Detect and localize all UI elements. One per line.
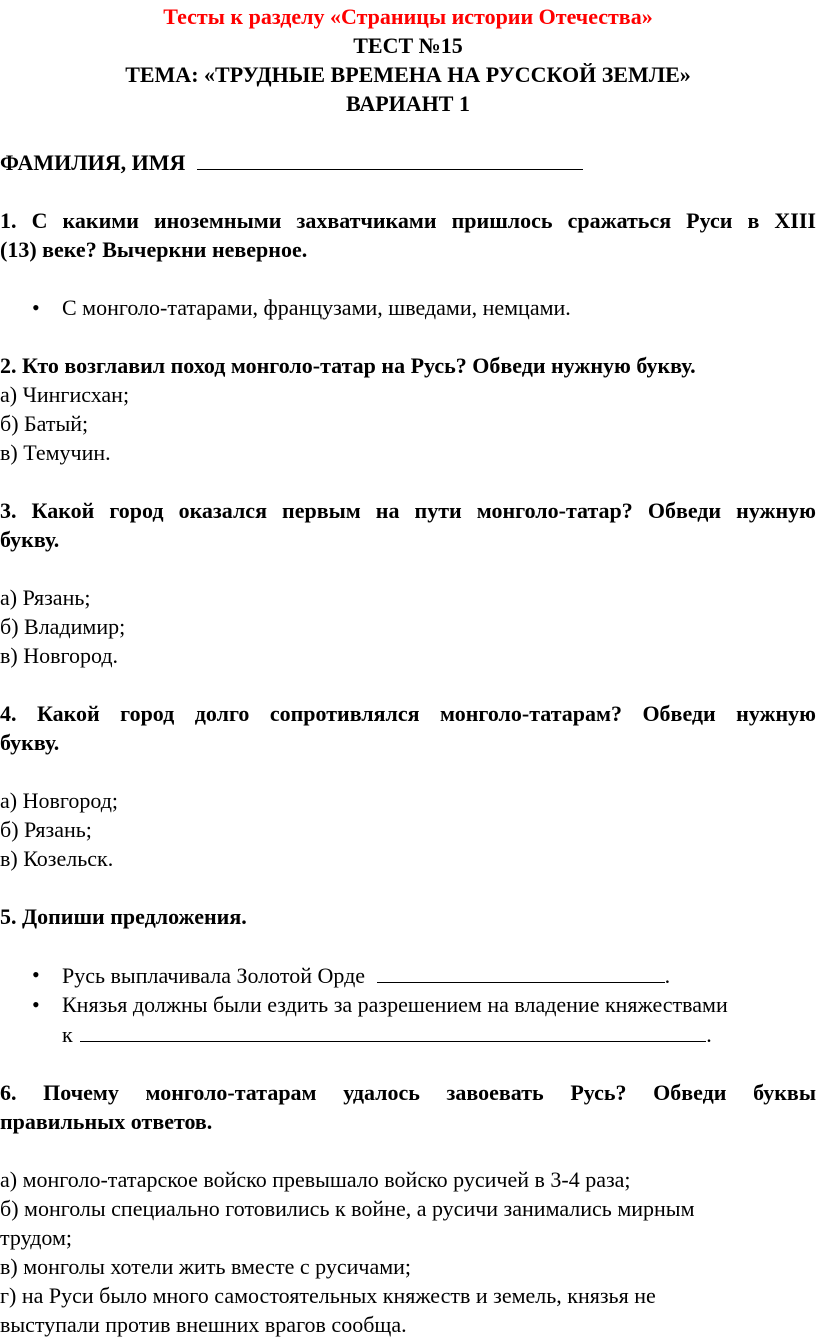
question-1-bullet[interactable] — [0, 293, 816, 322]
question-5-bullet-2-cont — [0, 1019, 816, 1049]
subject-title: Тесты к разделу «Страницы истории Отечества» — [163, 4, 653, 29]
question-2-option-c[interactable]: в) Темучин. — [0, 440, 111, 465]
question-5-bullet-2-text: Князья должны были ездить за разрешением на владение княжествами — [62, 992, 728, 1017]
question-2-option-b[interactable]: б) Батый; — [0, 411, 89, 436]
bullet-icon: • — [32, 992, 40, 1017]
bullet-icon: • — [32, 295, 40, 320]
question-5-blank-1[interactable] — [377, 960, 665, 983]
question-1-bullet-text: С монголо-татарами, французами, шведами, немцами. — [62, 295, 571, 320]
question-3-option-c[interactable]: в) Новгород. — [0, 643, 119, 668]
question-1 — [0, 206, 816, 322]
question-6-option-d-cont[interactable]: выступали против внешних врагов сообща. — [0, 1312, 407, 1337]
question-5-text: 5. Допиши предложения. — [0, 904, 247, 929]
name-field-label: ФАМИЛИЯ, ИМЯ — [0, 150, 186, 175]
question-2 — [0, 351, 816, 467]
test-variant: ВАРИАНТ 1 — [346, 91, 470, 116]
bullet-icon: • — [32, 962, 40, 987]
question-6-text: 6. Почему монголо-татарам удалось завоевать Русь? Обведи буквы — [0, 1080, 816, 1105]
question-6-option-b[interactable]: б) монголы специально готовились к войне, а русичи занимались мирным — [0, 1196, 695, 1221]
question-4-text: 4. Какой город долго сопротивлялся монголо-татарам? Обведи нужную — [0, 701, 816, 726]
question-5-bullet-2 — [0, 990, 816, 1019]
period: . — [706, 1022, 712, 1047]
question-4-text-cont: букву. — [0, 730, 60, 755]
test-theme: ТЕМА: «ТРУДНЫЕ ВРЕМЕНА НА РУССКОЙ ЗЕМЛЕ» — [125, 62, 691, 87]
question-2-option-a[interactable]: а) Чингисхан; — [0, 382, 130, 407]
question-3-text-cont: букву. — [0, 527, 60, 552]
question-5-bullet-1-text: Русь выплачивала Золотой Орде — [62, 963, 366, 988]
question-4-option-b[interactable]: б) Рязань; — [0, 817, 92, 842]
question-5 — [0, 902, 816, 1049]
question-4-option-c[interactable]: в) Козельск. — [0, 846, 114, 871]
period: . — [664, 963, 671, 988]
question-3 — [0, 496, 816, 670]
question-5-blank-2[interactable] — [80, 1019, 706, 1042]
name-field — [0, 147, 816, 177]
question-2-text: 2. Кто возглавил поход монголо-татар на Русь? Обведи нужную букву. — [0, 353, 696, 378]
question-5-bullet-1 — [0, 960, 816, 990]
question-6-option-b-cont[interactable]: трудом; — [0, 1225, 73, 1250]
question-4 — [0, 699, 816, 873]
question-3-option-b[interactable]: б) Владимир; — [0, 614, 126, 639]
question-6-text-cont: правильных ответов. — [0, 1109, 213, 1134]
name-input-line[interactable] — [197, 147, 583, 170]
question-3-option-a[interactable]: а) Рязань; — [0, 585, 91, 610]
question-4-option-a[interactable]: а) Новгород; — [0, 788, 119, 813]
question-6-option-a[interactable]: а) монголо-татарское войско превышало войско русичей в 3-4 раза; — [0, 1167, 631, 1192]
question-1-text-cont: (13) веке? Вычеркни неверное. — [0, 237, 308, 262]
question-1-text: 1. С какими иноземными захватчиками пришлось сражаться Руси в XIII — [0, 208, 816, 233]
question-6-option-c[interactable]: в) монголы хотели жить вместе с русичами; — [0, 1254, 412, 1279]
question-3-text: 3. Какой город оказался первым на пути монголо-татар? Обведи нужную — [0, 498, 816, 523]
test-number: ТЕСТ №15 — [353, 33, 463, 58]
question-5-bullet-2-prefix: к — [62, 1022, 73, 1047]
question-6-option-d[interactable]: г) на Руси было много самостоятельных княжеств и земель, князья не — [0, 1283, 656, 1308]
